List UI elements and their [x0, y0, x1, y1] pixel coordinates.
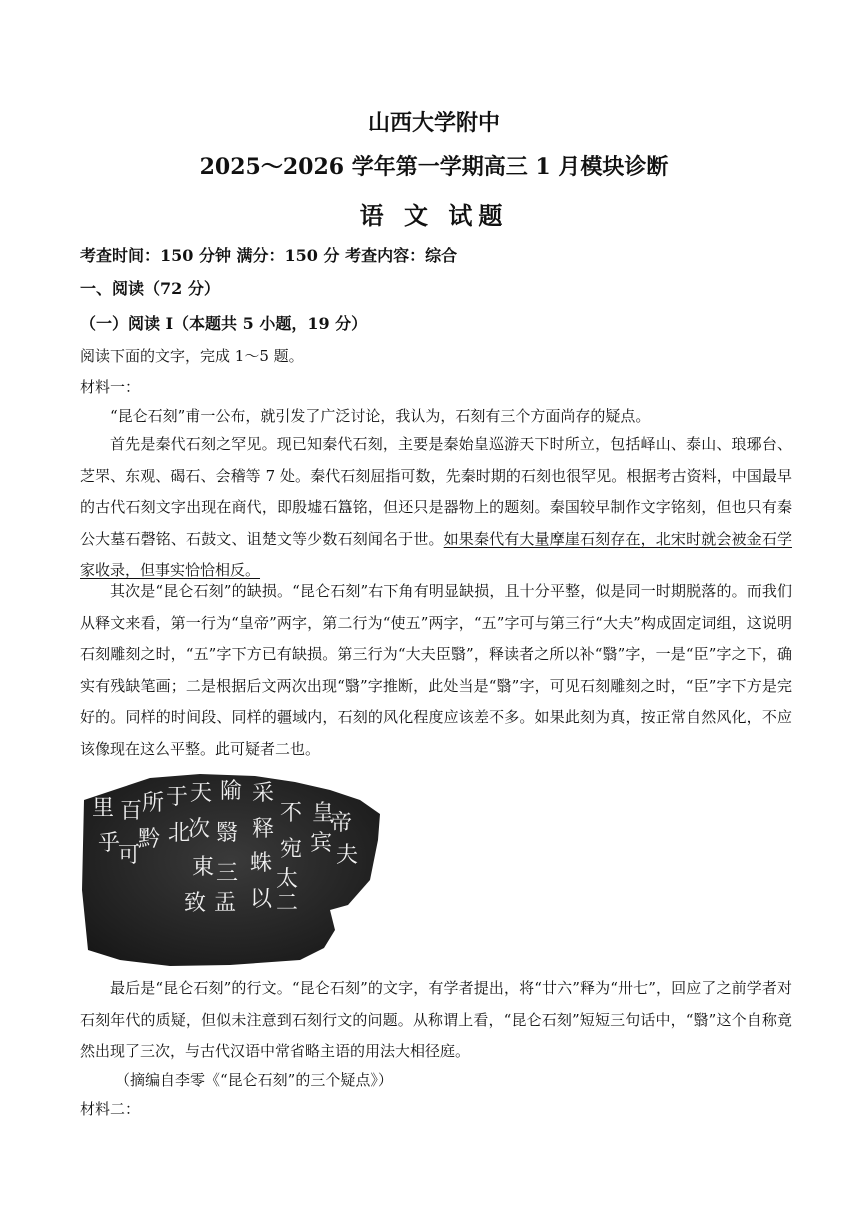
stone-inscription-photo	[80, 770, 384, 966]
subject-title: 语 文 试题	[359, 201, 509, 230]
svg-text:夫: 夫	[336, 843, 359, 868]
svg-text:采: 采	[252, 781, 275, 806]
exam-title: 2025～2026 学年第一学期高三 1 月模块诊断	[199, 154, 669, 180]
subsection-heading: （一）阅读 I（本题共 5 小题，19 分）	[80, 314, 368, 333]
underlined-sentence: 如果秦代有大量摩崖石刻存在，北宋时就会被金石学家收录，但事实恰恰相反。	[80, 529, 792, 580]
svg-text:東: 東	[192, 855, 215, 880]
svg-text:帝: 帝	[330, 811, 353, 836]
svg-text:以: 以	[250, 887, 273, 912]
paragraph-1: “昆仑石刻”甫一公布，就引发了广泛讨论，我认为，石刻有三个方面尚存的疑点。	[110, 407, 651, 425]
svg-text:可: 可	[118, 843, 141, 868]
paragraph-2	[80, 429, 792, 587]
exam-info: 考查时间：150 分钟 满分：150 分 考查内容：综合	[80, 246, 458, 265]
paragraph-2-text: 首先是秦代石刻之罕见。现已知秦代石刻，主要是秦始皇巡游天下时所立，包括峄山、泰山、琅琊台、芝罘、东观、碣石、会稽等 7 处。秦代石刻屈指可数，先秦时期的石刻也很罕见。根据考古资料，中国最早的古代石刻文字出现在商代，即殷墟石簋铭，但还只是器物上的题刻。秦国较早制作文字铭刻，但也只有秦公大墓石磬铭、石鼓文、诅楚文等少数石刻闻名于世。	[80, 435, 792, 548]
material-one-label: 材料一：	[80, 378, 141, 396]
svg-text:乎: 乎	[98, 831, 121, 856]
svg-text:所: 所	[142, 791, 165, 816]
svg-text:百: 百	[120, 799, 143, 824]
section-heading: 一、阅读（72 分）	[80, 279, 220, 298]
svg-text:黔: 黔	[138, 827, 161, 852]
svg-text:致: 致	[184, 891, 207, 916]
svg-text:蛛: 蛛	[250, 851, 273, 876]
svg-text:北: 北	[168, 821, 191, 846]
svg-text:不: 不	[280, 801, 303, 826]
svg-text:翳: 翳	[216, 821, 239, 846]
paragraph-4: 最后是“昆仑石刻”的行文。“昆仑石刻”的文字，有学者提出，将“廿六”释为“卅七”，回应了之前学者对石刻年代的质疑，但似未注意到石刻行文的问题。从称谓上看，“昆仑石刻”短短三句话中，“翳”这个自称竟然出现了三次，与古代汉语中常省略主语的用法大相径庭。	[80, 979, 792, 1061]
material-two-label: 材料二：	[80, 1100, 141, 1118]
school-name: 山西大学附中	[367, 110, 500, 136]
svg-text:释: 释	[252, 817, 275, 842]
svg-text:里: 里	[92, 796, 115, 821]
svg-text:天: 天	[190, 781, 213, 806]
source-citation: （摘编自李零《“昆仑石刻”的三个疑点》）	[115, 1071, 393, 1089]
svg-text:隃: 隃	[220, 779, 243, 804]
paragraph-3: 其次是“昆仑石刻”的缺损。“昆仑石刻”右下角有明显缺损，且十分平整，似是同一时期脱落的。而我们从释文来看，第一行为“皇帝”两字，第二行为“使五”两字，“五”字可与第三行“大夫”构成固定词组，这说明石刻雕刻之时，“五”字下方已有缺损。第三行为“大夫臣翳”，释读者之所以补“翳”字，一是“臣”字之下，确实有残缺笔画；二是根据后文两次出现“翳”字推断，此处当是“翳”字，可见石刻雕刻之时，“臣”字下方是完好的。同样的时间段、同样的疆域内，石刻的风化程度应该差不多。如果此刻为真，按正常自然风化，不应该像现在这么平整。此可疑者二也。	[80, 582, 792, 758]
svg-text:太: 太	[276, 867, 299, 892]
svg-text:次: 次	[188, 817, 211, 842]
svg-text:三: 三	[216, 861, 239, 886]
svg-text:于: 于	[166, 785, 189, 810]
svg-text:盂: 盂	[214, 891, 237, 916]
instructions: 阅读下面的文字，完成 1～5 题。	[80, 347, 304, 365]
svg-text:宾: 宾	[310, 831, 333, 856]
svg-text:二: 二	[276, 891, 299, 916]
svg-text:宛: 宛	[280, 837, 303, 862]
svg-text:皇: 皇	[312, 801, 335, 826]
